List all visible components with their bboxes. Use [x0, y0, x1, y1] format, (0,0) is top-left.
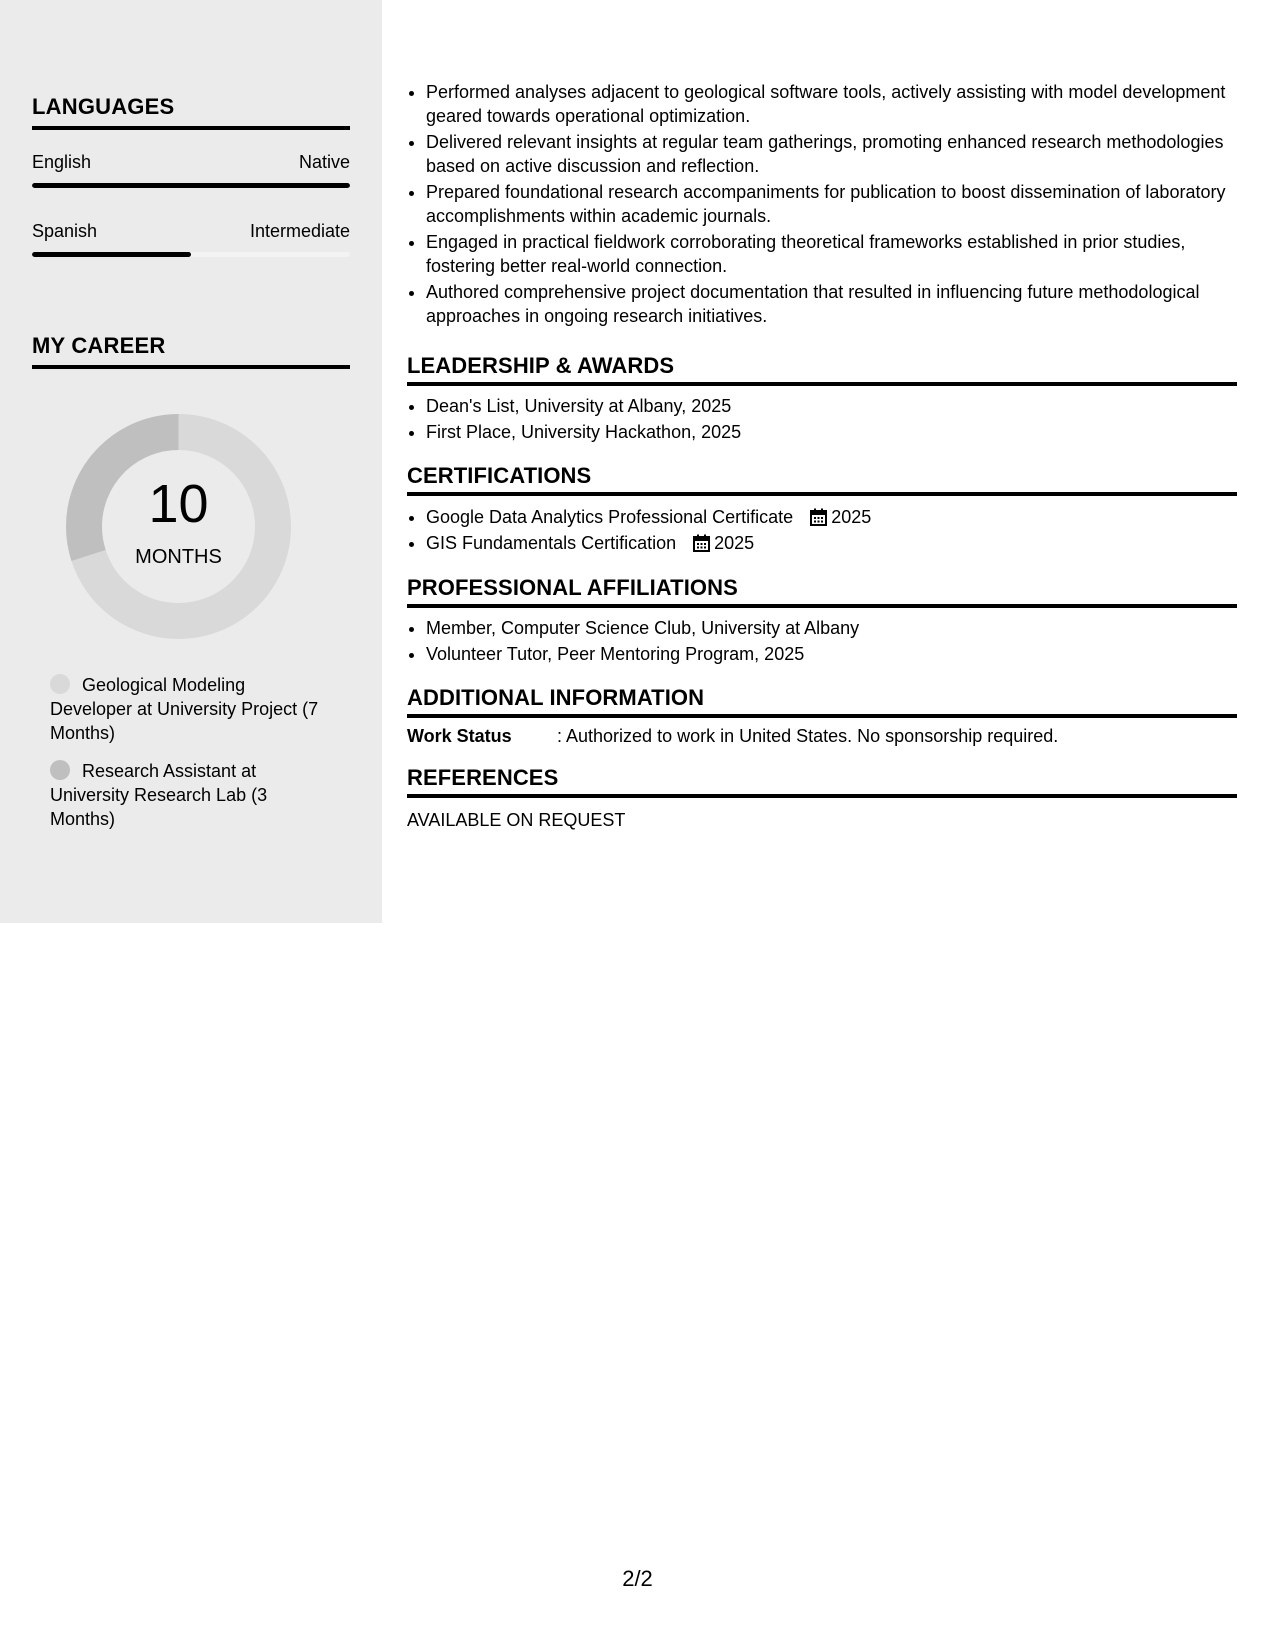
career-legend-item	[50, 673, 320, 745]
work-status-label: Work Status	[407, 726, 512, 746]
leadership-list	[407, 394, 1256, 446]
list-item: • Performed analyses adjacent to geological software tools, actively assisting with model development geared towards operational optimization.	[426, 80, 1256, 128]
language-name: Spanish	[32, 221, 98, 241]
career-heading: MY CAREER	[32, 333, 350, 369]
certifications-heading: CERTIFICATIONS	[407, 463, 1237, 496]
language-level: Native	[298, 152, 350, 172]
language-level: Intermediate	[249, 221, 350, 241]
list-item: • Volunteer Tutor, Peer Mentoring Program, 2025	[426, 642, 1256, 666]
career-legend-item	[50, 759, 320, 831]
list-item: • Authored comprehensive project documentation that resulted in influencing future methodological approaches in ongoing research initiatives.	[426, 280, 1256, 328]
list-item: • Prepared foundational research accompaniments for publication to boost dissemination of laboratory accomplishments within academic journals.	[426, 180, 1256, 228]
list-item	[426, 531, 1256, 555]
language-bar-english	[32, 183, 350, 188]
certifications-list	[407, 505, 1256, 557]
list-item: • Member, Computer Science Club, University at Albany	[426, 616, 1256, 640]
legend-dot	[50, 674, 70, 694]
references-text: AVAILABLE ON REQUEST	[407, 810, 626, 830]
certification-year: 2025	[831, 507, 872, 527]
list-item: • First Place, University Hackathon, 2025	[426, 420, 1256, 444]
additional-info-heading: ADDITIONAL INFORMATION	[407, 685, 1237, 718]
work-status-row	[407, 726, 1237, 747]
language-row-spanish	[32, 221, 350, 242]
leadership-heading: LEADERSHIP & AWARDS	[407, 353, 1237, 386]
language-row-english	[32, 152, 350, 173]
page-number: 2/2	[622, 1566, 653, 1591]
career-total-unit: MONTHS	[135, 546, 222, 568]
languages-heading: LANGUAGES	[32, 94, 350, 130]
career-donut-chart	[66, 414, 291, 639]
calendar-icon	[810, 508, 827, 526]
sidebar	[0, 0, 382, 923]
legend-dot	[50, 760, 70, 780]
work-status-value: : Authorized to work in United States. No sponsorship required.	[557, 726, 1059, 746]
references-heading: REFERENCES	[407, 765, 1237, 798]
career-item-label: Geological Modeling Developer at University Project (7 Months)	[50, 675, 319, 743]
certification-name: GIS Fundamentals Certification	[426, 533, 677, 553]
language-bar-fill	[32, 252, 191, 257]
list-item: • Dean's List, University at Albany, 2025	[426, 394, 1256, 418]
list-item: • Engaged in practical fieldwork corroborating theoretical frameworks established in prior studies, fostering better real-world connection.	[426, 230, 1256, 278]
certification-year: 2025	[714, 533, 755, 553]
calendar-icon	[693, 534, 710, 552]
list-item: • Delivered relevant insights at regular team gatherings, promoting enhanced research methodologies based on active discussion and reflection.	[426, 130, 1256, 178]
affiliations-list	[407, 616, 1256, 668]
list-item	[426, 505, 1256, 529]
experience-bullets	[407, 80, 1256, 330]
career-item-label: Research Assistant at University Research Lab (3 Months)	[50, 761, 268, 829]
certification-name: Google Data Analytics Professional Certificate	[426, 507, 794, 527]
language-bar-spanish	[32, 252, 350, 257]
language-bar-fill	[32, 183, 350, 188]
affiliations-heading: PROFESSIONAL AFFILIATIONS	[407, 575, 1237, 608]
language-name: English	[32, 152, 92, 172]
career-total-value: 10	[148, 474, 209, 534]
